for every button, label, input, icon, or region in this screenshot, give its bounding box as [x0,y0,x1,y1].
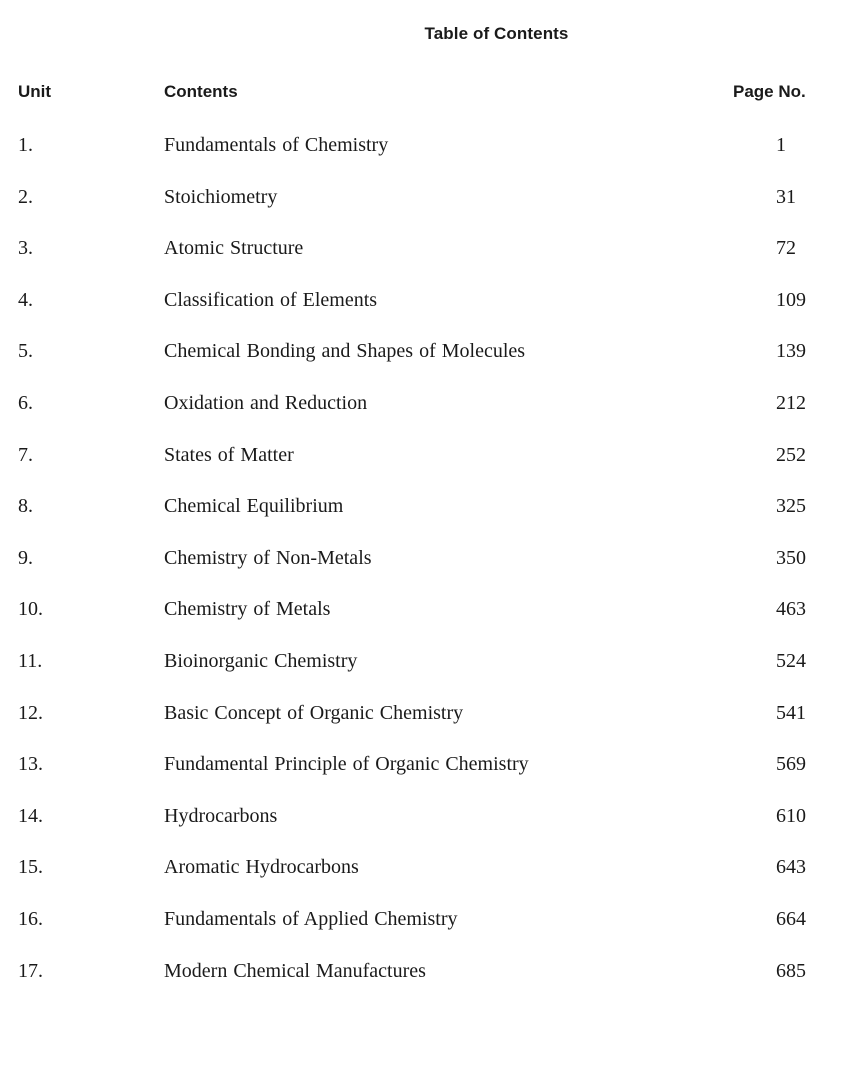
toc-row [0,392,863,444]
toc-row [0,856,863,908]
unit-title: Atomic Structure [164,237,304,260]
toc-row [0,289,863,341]
toc-row [0,960,863,1012]
page-number: 252 [776,443,806,466]
toc-row [0,805,863,857]
toc-list [0,134,863,1011]
table-header [0,82,863,108]
unit-number: 15. [18,856,43,879]
unit-title: Classification of Elements [164,288,378,311]
page-number: 72 [776,237,796,260]
unit-title: Chemistry of Non-Metals [164,546,372,569]
page-number: 31 [776,185,796,208]
toc-row [0,547,863,599]
unit-number: 6. [18,391,33,414]
unit-number: 11. [18,649,43,672]
unit-title: Oxidation and Reduction [164,391,368,414]
page-number: 541 [776,701,806,724]
unit-number: 12. [18,701,43,724]
unit-title: Fundamental Principle of Organic Chemistry [164,753,529,776]
page-number: 350 [776,546,806,569]
header-contents: Contents [164,82,238,101]
unit-title: Basic Concept of Organic Chemistry [164,701,464,724]
unit-title: Fundamentals of Applied Chemistry [164,907,458,930]
toc-row [0,598,863,650]
page-number: 610 [776,804,806,827]
unit-title: Bioinorganic Chemistry [164,649,358,672]
unit-title: States of Matter [164,443,294,466]
unit-title: Fundamentals of Chemistry [164,134,389,156]
header-unit: Unit [18,82,52,101]
unit-number: 8. [18,495,33,518]
unit-title: Stoichiometry [164,185,278,208]
header-page-no: Page No. [733,82,806,101]
page-number: 1 [776,134,786,156]
page-number: 569 [776,753,806,776]
unit-number: 14. [18,804,43,827]
unit-title: Modern Chemical Manufactures [164,959,426,982]
page-title: Table of Contents [424,24,569,43]
toc-row [0,186,863,238]
unit-title: Aromatic Hydrocarbons [164,856,359,879]
unit-number: 9. [18,546,33,569]
unit-number: 1. [18,134,33,156]
unit-title: Chemical Bonding and Shapes of Molecules [164,340,526,363]
unit-number: 7. [18,443,33,466]
unit-title: Hydrocarbons [164,804,278,827]
unit-number: 16. [18,907,43,930]
toc-row [0,753,863,805]
page-number: 109 [776,288,806,311]
toc-row [0,908,863,960]
toc-row [0,444,863,496]
unit-number: 17. [18,959,43,982]
unit-title: Chemistry of Metals [164,598,331,621]
unit-number: 5. [18,340,33,363]
page-number: 643 [776,856,806,879]
toc-row [0,650,863,702]
toc-row [0,237,863,289]
page-number: 524 [776,649,806,672]
page-number: 325 [776,495,806,518]
toc-row [0,340,863,392]
page-number: 463 [776,598,806,621]
page-number: 664 [776,907,806,930]
toc-row [0,702,863,754]
unit-number: 4. [18,288,33,311]
page-number: 212 [776,391,806,414]
unit-number: 13. [18,753,43,776]
page-number: 139 [776,340,806,363]
unit-number: 3. [18,237,33,260]
toc-row [0,495,863,547]
unit-number: 10. [18,598,43,621]
unit-number: 2. [18,185,33,208]
toc-row [0,134,863,186]
page-number: 685 [776,959,806,982]
unit-title: Chemical Equilibrium [164,495,344,518]
